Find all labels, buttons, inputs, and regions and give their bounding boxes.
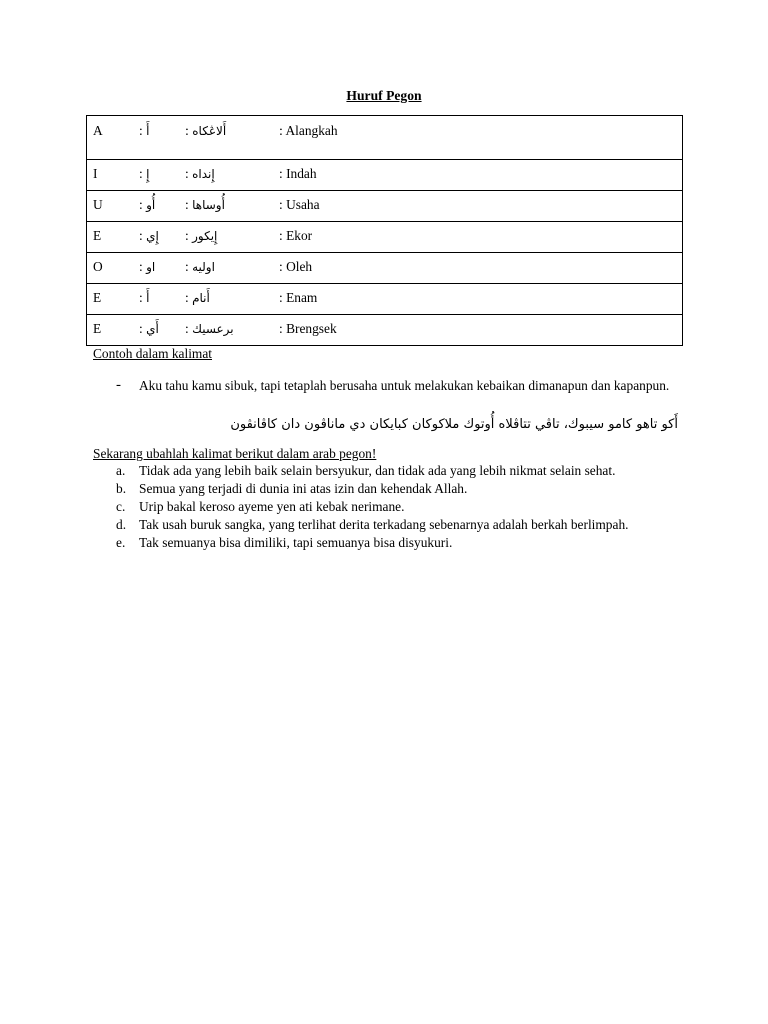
arabic-letter: أُو xyxy=(146,198,156,212)
task-list xyxy=(93,462,683,552)
arabic-word: أُوساها xyxy=(192,198,225,212)
arabic-word: برعسيك xyxy=(192,322,234,336)
table-row: I : إِ : إِنداه : Indah xyxy=(87,160,683,191)
pegon-table xyxy=(86,115,683,346)
arabic-word: أَنام xyxy=(192,291,210,305)
table-row: E : أَي : برعسيك : Brengsek xyxy=(87,315,683,346)
latin-letter: I xyxy=(93,166,98,181)
list-item-text: Urip bakal keroso ayeme yen ati kebak nerimane. xyxy=(139,499,405,514)
list-marker: e. xyxy=(116,535,126,550)
page-title: Huruf Pegon xyxy=(346,88,422,103)
table-row: E : إِي : إِيكور : Ekor xyxy=(87,222,683,253)
latin-letter: U xyxy=(93,197,103,212)
list-item xyxy=(93,462,683,480)
list-marker: d. xyxy=(116,517,127,532)
latin-letter: E xyxy=(93,228,102,243)
latin-letter: E xyxy=(93,321,102,336)
example-sentence-pegon: أَكو تاهو كامو سيبوك، تاڤي تتاڤلاه أُوتوك ملاكوكان كبايكان دي ماناڤون دان كاڤانڤون xyxy=(230,417,678,432)
table-row: O : او : اوليه : Oleh xyxy=(87,253,683,284)
list-item xyxy=(93,480,683,498)
latin-letter: A xyxy=(93,123,103,138)
table-row: U : أُو : أُوساها : Usaha xyxy=(87,191,683,222)
table-row: A : أَ : أَلاڠكاه : Alangkah xyxy=(87,116,683,160)
latin-word: Oleh xyxy=(286,259,313,274)
list-marker: a. xyxy=(116,463,126,478)
latin-word: Brengsek xyxy=(286,321,337,336)
example-sentence: Aku tahu kamu sibuk, tapi tetaplah berusaha untuk melakukan kebaikan dimanapun dan kapanpun. xyxy=(139,378,670,393)
bullet-dash: - xyxy=(116,377,121,393)
list-item xyxy=(93,534,683,552)
latin-letter: E xyxy=(93,290,102,305)
list-item-text: Semua yang terjadi di dunia ini atas izin dan kehendak Allah. xyxy=(139,481,468,496)
task-heading: Sekarang ubahlah kalimat berikut dalam arab pegon! xyxy=(93,446,377,461)
arabic-letter: أَ xyxy=(146,124,150,138)
latin-word: Alangkah xyxy=(285,123,338,138)
list-item-text: Tak usah buruk sangka, yang terlihat derita terkadang sebenarnya adalah berkah berlimpah. xyxy=(139,517,629,532)
arabic-word: اوليه xyxy=(192,260,215,274)
latin-word: Ekor xyxy=(286,228,313,243)
list-item xyxy=(93,498,683,516)
list-marker: c. xyxy=(116,499,126,514)
list-item-text: Tak semuanya bisa dimiliki, tapi semuanya bisa disyukuri. xyxy=(139,535,453,550)
arabic-letter: او xyxy=(146,260,156,274)
latin-word: Enam xyxy=(286,290,318,305)
arabic-letter: أَ xyxy=(146,291,150,305)
latin-word: Usaha xyxy=(286,197,320,212)
arabic-word: أَلاڠكاه xyxy=(192,124,227,138)
arabic-letter: إِي xyxy=(146,229,159,243)
arabic-word: إِنداه xyxy=(192,167,215,181)
arabic-letter: إِ xyxy=(146,167,150,181)
latin-word: Indah xyxy=(286,166,317,181)
example-heading: Contoh dalam kalimat xyxy=(93,346,213,361)
arabic-word: إِيكور xyxy=(192,229,218,243)
list-marker: b. xyxy=(116,481,127,496)
list-item xyxy=(93,516,683,534)
arabic-letter: أَي xyxy=(146,322,159,336)
list-item-text: Tidak ada yang lebih baik selain bersyukur, dan tidak ada yang lebih nikmat selain sehat. xyxy=(139,463,616,478)
table-row: E : أَ : أَنام : Enam xyxy=(87,284,683,315)
latin-letter: O xyxy=(93,259,103,274)
